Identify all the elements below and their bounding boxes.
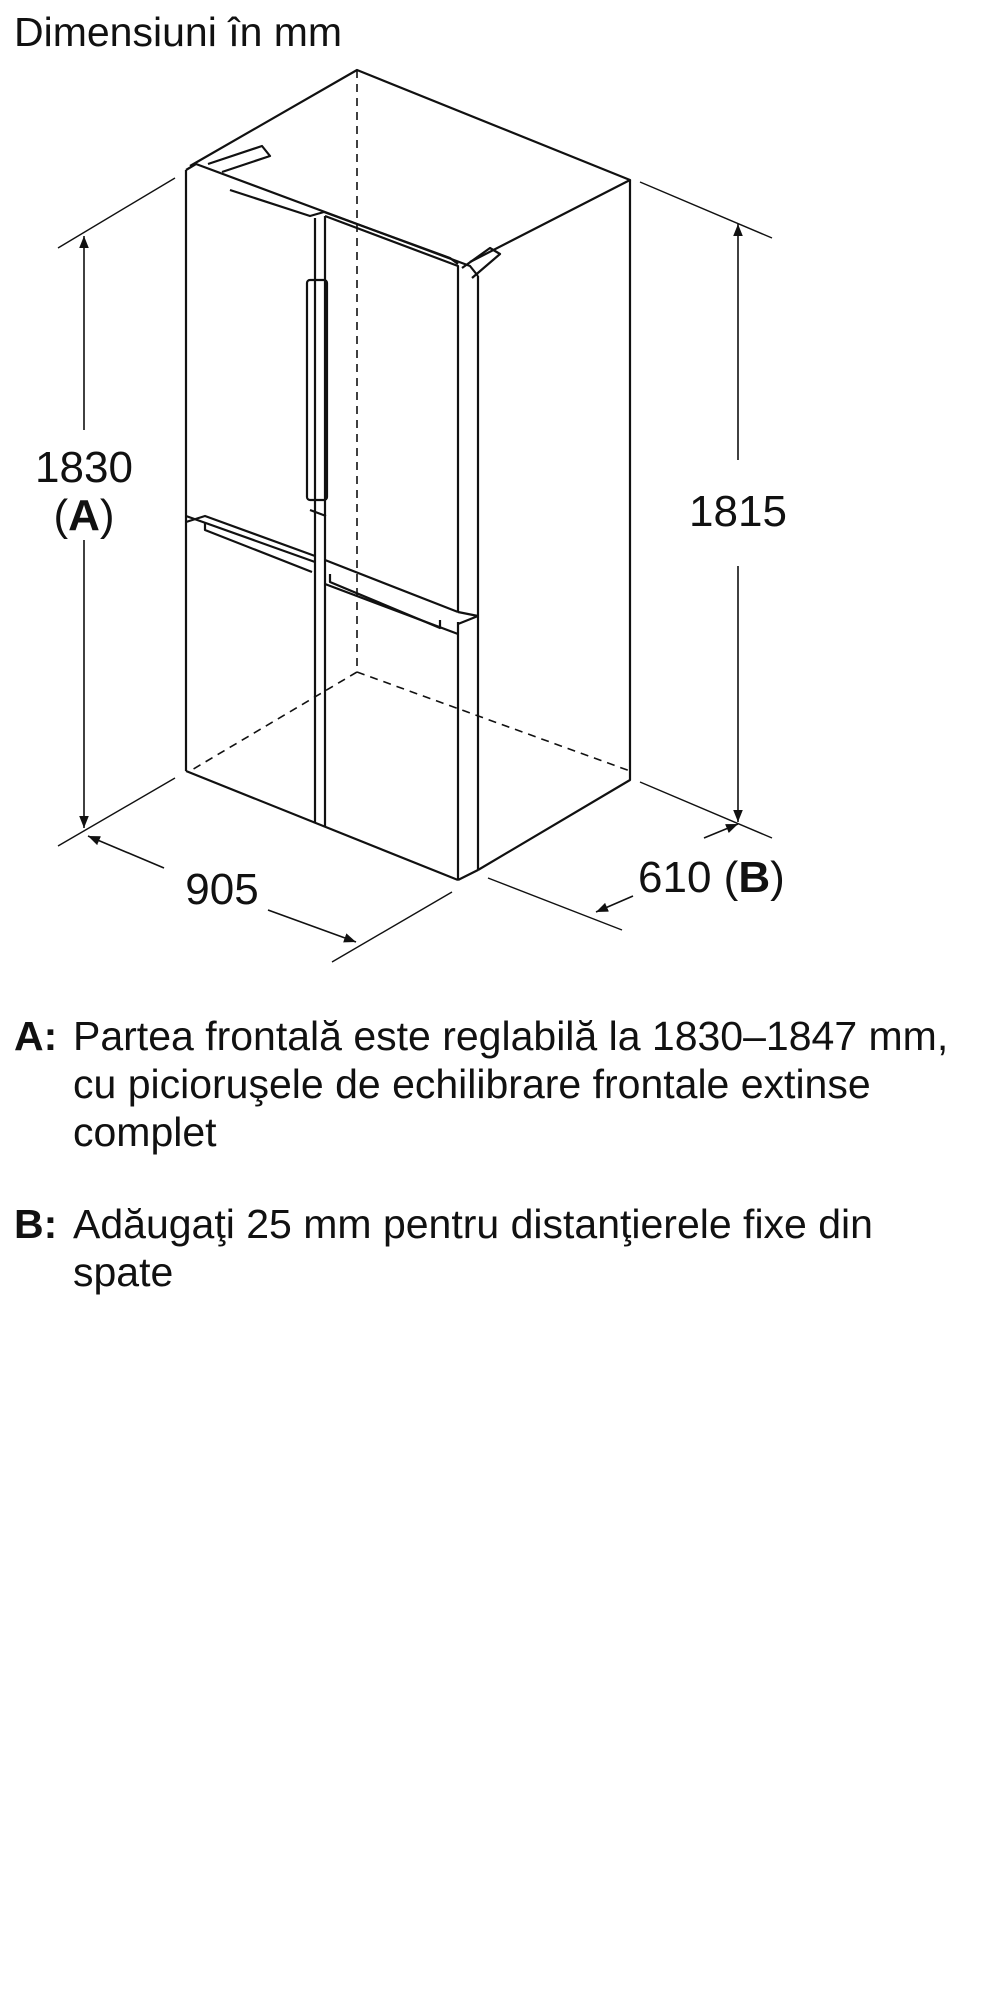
note-b (14, 1200, 973, 1296)
fridge-body (186, 70, 630, 880)
rear-height-value: 1815 (689, 487, 787, 536)
depth-value: 610 (638, 853, 712, 902)
hidden-edges (190, 70, 630, 771)
note-a (14, 1012, 973, 1156)
front-height-key-letter: A (68, 491, 100, 540)
dimension-lines (58, 178, 772, 962)
depth-label: 610 (B) (638, 853, 785, 902)
note-b-key: B: (14, 1201, 58, 1247)
diagram-title: Dimensiuni în mm (14, 9, 343, 55)
dimension-arrows (84, 224, 738, 942)
width-value: 905 (185, 865, 259, 914)
note-a-key: A: (14, 1013, 58, 1059)
note-a-text: Partea frontală este reglabilă la 1830–1847 mm, cu picioruşele de echilibrare frontale extinse complet (73, 1013, 949, 1155)
front-height-value: 1830 (35, 443, 133, 492)
note-b-text: Adăugaţi 25 mm pentru distanţierele fixe din spate (73, 1201, 873, 1295)
front-height-key: (A) (53, 491, 115, 540)
depth-key-letter: B (738, 853, 771, 902)
